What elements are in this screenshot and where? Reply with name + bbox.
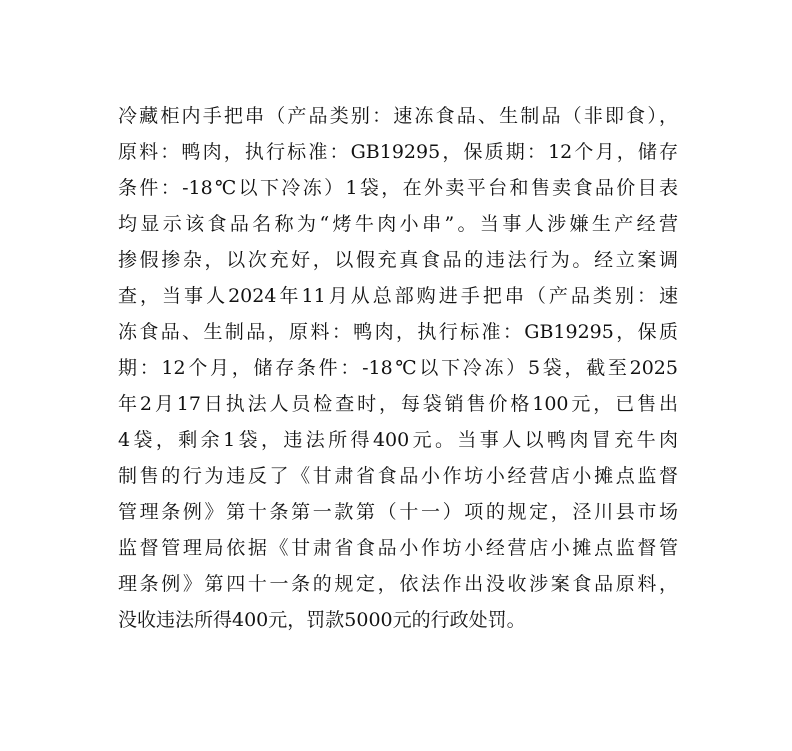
paragraph-line: 冷藏柜内手把串（产品类别：速冻食品、生制品（非即食），: [118, 105, 678, 127]
paragraph-line: 4袋，剩余1袋，违法所得400元。当事人以鸭肉冒充牛肉: [118, 429, 678, 451]
paragraph-line: 制售的行为违反了《甘肃省食品小作坊小经营店小摊点监督: [118, 465, 678, 487]
paragraph-line: 监督管理局依据《甘肃省食品小作坊小经营店小摊点监督管: [118, 537, 678, 559]
paragraph-line: 期：12个月，储存条件：-18℃以下冷冻）5袋，截至2025: [118, 357, 678, 379]
body-paragraph: [118, 98, 678, 638]
paragraph-line: 条件：-18℃以下冷冻）1袋，在外卖平台和售卖食品价目表: [118, 177, 678, 199]
paragraph-line: 管理条例》第十条第一款第（十一）项的规定，泾川县市场: [118, 501, 678, 523]
paragraph-line: 查，当事人2024年11月从总部购进手把串（产品类别：速: [118, 285, 678, 307]
paragraph-line: 没收违法所得400元，罚款5000元的行政处罚。: [118, 609, 526, 631]
paragraph-line: 理条例》第四十一条的规定，依法作出没收涉案食品原料，: [118, 573, 678, 595]
paragraph-line: 均显示该食品名称为“烤牛肉小串”。当事人涉嫌生产经营: [118, 213, 678, 235]
paragraph-line: 年2月17日执法人员检查时，每袋销售价格100元，已售出: [118, 393, 678, 415]
paragraph-line: 掺假掺杂，以次充好，以假充真食品的违法行为。经立案调: [118, 249, 678, 271]
paragraph-line: 冻食品、生制品，原料：鸭肉，执行标准：GB19295，保质: [118, 321, 678, 343]
paragraph-line: 原料：鸭肉，执行标准：GB19295，保质期：12个月，储存: [118, 141, 678, 163]
